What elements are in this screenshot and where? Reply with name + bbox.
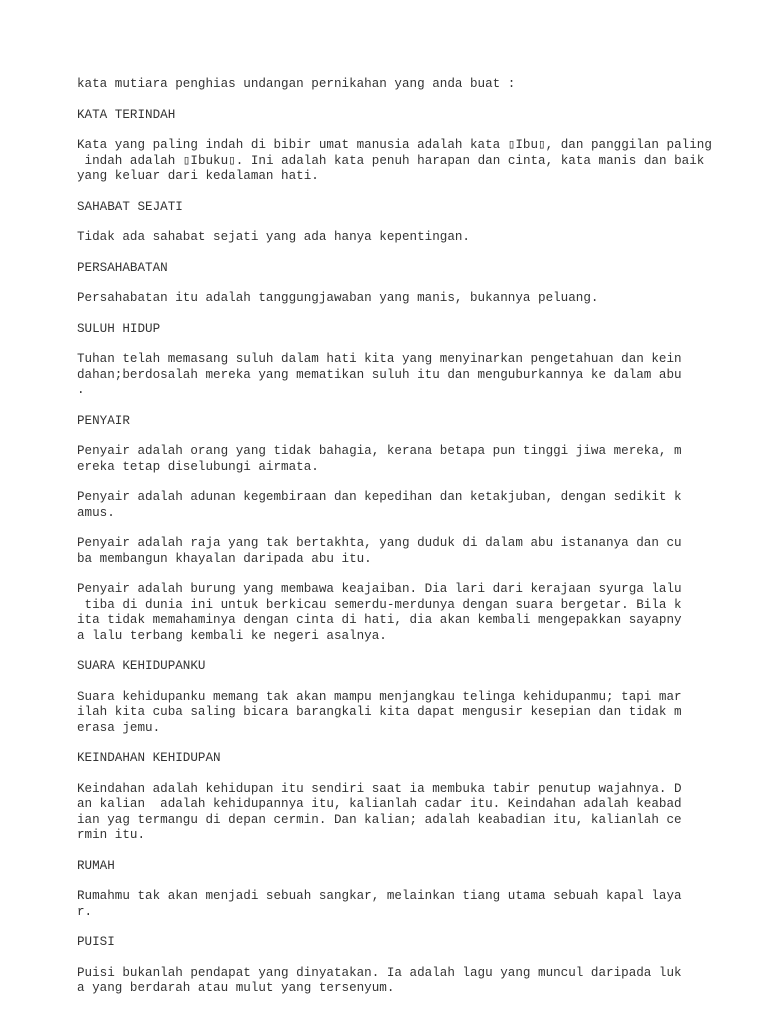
heading-text: PERSAHABATAN: [77, 260, 168, 275]
heading-text: SAHABAT SEJATI: [77, 199, 183, 214]
text-line: Rumahmu tak akan menjadi sebuah sangkar, melainkan tiang utama sebuah kapal laya: [77, 889, 682, 903]
paragraph: [77, 782, 737, 844]
paragraph-spacer: [77, 874, 737, 889]
paragraph: [77, 582, 737, 644]
text-line: r.: [77, 904, 93, 919]
paragraph-spacer: [77, 767, 737, 782]
paragraph-spacer: [77, 644, 737, 659]
paragraph-spacer: [77, 675, 737, 690]
text-line: ita tidak memahaminya dengan cinta di hati, dia akan kembali mengepakkan sayapny: [77, 613, 682, 627]
section-heading: [77, 935, 737, 951]
paragraph: [77, 77, 737, 93]
paragraph-spacer: [77, 567, 737, 582]
paragraph-spacer: [77, 399, 737, 414]
paragraph: [77, 536, 737, 567]
text-line: Penyair adalah orang yang tidak bahagia, kerana betapa pun tinggi jiwa mereka, m: [77, 444, 682, 458]
section-heading: [77, 659, 737, 675]
text-line: .: [77, 383, 85, 397]
section-heading: [77, 751, 737, 767]
text-line: ilah kita cuba saling bicara barangkali kita dapat mengusir kesepian dan tidak m: [77, 705, 682, 719]
paragraph-spacer: [77, 337, 737, 352]
text-line: ba membangun khayalan daripada abu itu.: [77, 551, 372, 566]
paragraph-spacer: [77, 920, 737, 935]
paragraph-spacer: [77, 307, 737, 322]
text-line: erasa jemu.: [77, 720, 161, 735]
paragraph: [77, 690, 737, 737]
paragraph: [77, 444, 737, 475]
heading-text: PENYAIR: [77, 413, 130, 428]
paragraph-spacer: [77, 844, 737, 859]
document-body: [77, 77, 737, 997]
paragraph-spacer: [77, 93, 737, 108]
text-line: amus.: [77, 505, 115, 520]
section-heading: [77, 859, 737, 875]
text-line: yang keluar dari kedalaman hati.: [77, 169, 319, 183]
section-heading: [77, 414, 737, 430]
paragraph-spacer: [77, 475, 737, 490]
text-line: Kata yang paling indah di bibir umat manusia adalah kata ▯Ibu▯, dan panggilan paling: [77, 138, 712, 152]
text-line: Suara kehidupanku memang tak akan mampu menjangkau telinga kehidupanmu; tapi mar: [77, 689, 682, 704]
section-heading: [77, 322, 737, 338]
paragraph: [77, 230, 737, 246]
text-line: Penyair adalah adunan kegembiraan dan kepedihan dan ketakjuban, dengan sedikit k: [77, 490, 682, 504]
heading-text: KEINDAHAN KEHIDUPAN: [77, 751, 221, 765]
text-line: tiba di dunia ini untuk berkicau semerdu-merdunya dengan suara bergetar. Bila k: [77, 597, 682, 612]
heading-text: KATA TERINDAH: [77, 107, 176, 122]
paragraph-spacer: [77, 246, 737, 261]
document-page: [77, 77, 737, 997]
text-line: a lalu terbang kembali ke negeri asalnya.: [77, 628, 387, 643]
heading-text: SULUH HIDUP: [77, 321, 161, 336]
section-heading: [77, 261, 737, 277]
text-line: Keindahan adalah kehidupan itu sendiri saat ia membuka tabir penutup wajahnya. D: [77, 781, 682, 796]
heading-text: PUISI: [77, 935, 115, 949]
heading-text: RUMAH: [77, 858, 115, 873]
paragraph: [77, 352, 737, 399]
paragraph: [77, 138, 737, 185]
text-line: Puisi bukanlah pendapat yang dinyatakan. Ia adalah lagu yang muncul daripada luk: [77, 965, 682, 980]
text-line: ian yag termangu di depan cermin. Dan kalian; adalah keabadian itu, kalianlah ce: [77, 812, 682, 827]
text-line: a yang berdarah atau mulut yang tersenyum.: [77, 981, 395, 995]
paragraph-spacer: [77, 429, 737, 444]
paragraph: [77, 889, 737, 920]
text-line: Tidak ada sahabat sejati yang ada hanya kepentingan.: [77, 230, 470, 244]
text-line: Tuhan telah memasang suluh dalam hati kita yang menyinarkan pengetahuan dan kein: [77, 352, 682, 366]
text-line: an kalian adalah kehidupannya itu, kalianlah cadar itu. Keindahan adalah keabad: [77, 797, 682, 811]
text-line: kata mutiara penghias undangan pernikahan yang anda buat :: [77, 77, 516, 91]
paragraph-spacer: [77, 951, 737, 966]
paragraph-spacer: [77, 123, 737, 138]
section-heading: [77, 200, 737, 216]
heading-text: SUARA KEHIDUPANKU: [77, 659, 206, 673]
text-line: indah adalah ▯Ibuku▯. Ini adalah kata penuh harapan dan cinta, kata manis dan baik: [77, 153, 705, 168]
paragraph: [77, 966, 737, 997]
paragraph-spacer: [77, 736, 737, 751]
paragraph: [77, 291, 737, 307]
paragraph-spacer: [77, 521, 737, 536]
text-line: ereka tetap diselubungi airmata.: [77, 459, 319, 474]
paragraph-spacer: [77, 185, 737, 200]
text-line: Penyair adalah burung yang membawa keajaiban. Dia lari dari kerajaan syurga lalu: [77, 582, 682, 596]
text-line: Penyair adalah raja yang tak bertakhta, yang duduk di dalam abu istananya dan cu: [77, 536, 682, 550]
paragraph-spacer: [77, 276, 737, 291]
text-line: dahan;berdosalah mereka yang mematikan suluh itu dan menguburkannya ke dalam abu: [77, 367, 682, 382]
paragraph-spacer: [77, 215, 737, 230]
section-heading: [77, 108, 737, 124]
paragraph: [77, 490, 737, 521]
text-line: Persahabatan itu adalah tanggungjawaban yang manis, bukannya peluang.: [77, 291, 599, 305]
text-line: rmin itu.: [77, 828, 146, 842]
